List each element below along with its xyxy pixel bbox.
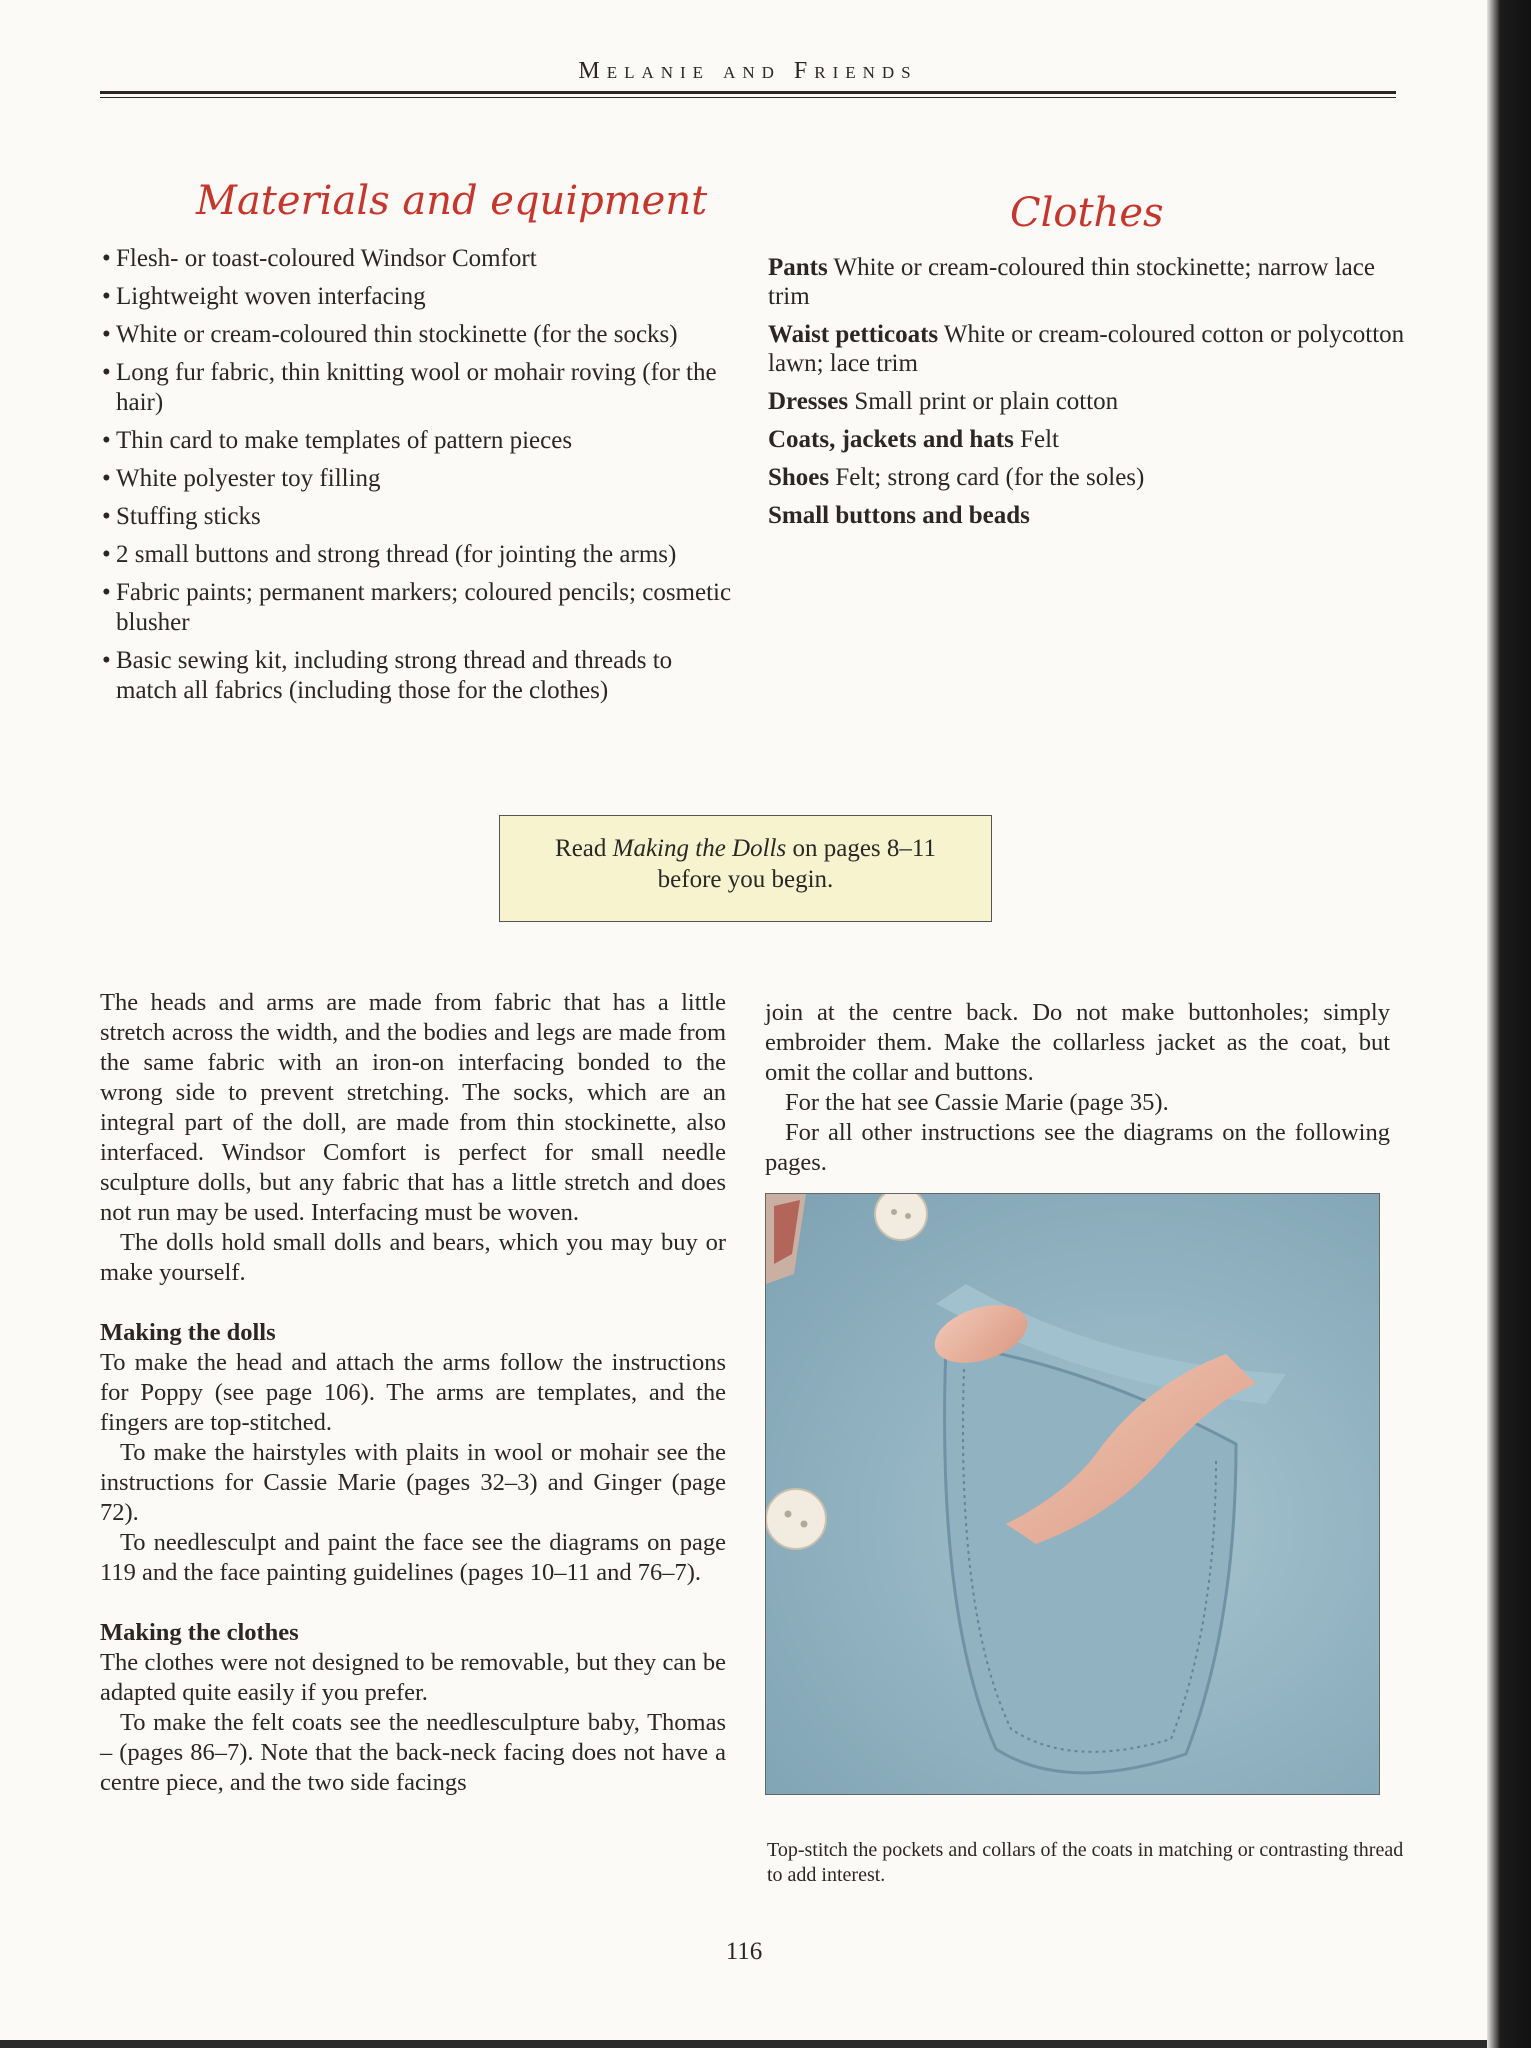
list-item: Shoes Felt; strong card (for the soles) xyxy=(768,464,1145,491)
body-column-left xyxy=(100,988,726,1798)
button-hole-icon xyxy=(891,1209,897,1215)
page-edge xyxy=(1487,0,1531,2048)
callout-line-2: before you begin. xyxy=(657,866,834,893)
list-item: Coats, jackets and hats Felt xyxy=(768,426,1060,453)
paragraph: For all other instructions see the diagrams on the following pages. xyxy=(765,1119,1390,1176)
list-item: • White polyester toy filling xyxy=(102,465,381,492)
bullet-icon: • xyxy=(102,465,111,492)
list-item: • 2 small buttons and strong thread (for jointing the arms) xyxy=(102,541,677,568)
list-item: Small buttons and beads xyxy=(768,502,1030,529)
bullet-icon: • xyxy=(102,579,111,606)
paragraph: The heads and arms are made from fabric that has a little stretch across the width, and the bodies and legs are made from the same fabric with an iron-on interfacing bonded to the wrong side to prevent stretching. The socks, which are an integral part of the doll, are made from thin stockinette, also interfaced. Windsor Comfort is perfect for small needle sculpture dolls, but any fabric that has a little stretch and does not run may be used. Interfacing must be woven. xyxy=(100,989,726,1226)
list-item: Waist petticoats White or cream-coloured cotton or polycotton lawn; lace trim xyxy=(768,321,1405,377)
list-item: • Thin card to make templates of pattern pieces xyxy=(102,427,573,454)
list-item: Dresses Small print or plain cotton xyxy=(768,388,1119,415)
header-rule-thin xyxy=(100,97,1396,98)
spacer xyxy=(100,1288,726,1318)
paragraph: To make the hairstyles with plaits in wool or mohair see the instructions for Cassie Marie (pages 32–3) and Ginger (page 72). xyxy=(100,1439,726,1526)
photo-caption: Top-stitch the pockets and collars of the coats in matching or contrasting thread to add interest. xyxy=(767,1839,1404,1886)
list-item: • White or cream-coloured thin stockinette (for the socks) xyxy=(102,321,678,348)
list-item: • Stuffing sticks xyxy=(102,503,261,530)
list-item: • Fabric paints; permanent markers; coloured pencils; cosmetic blusher xyxy=(102,579,732,636)
paragraph: To make the head and attach the arms follow the instructions for Poppy (see page 106). The arms are templates, and the fingers are top-stitched. xyxy=(100,1349,726,1436)
list-item: Pants White or cream-coloured thin stockinette; narrow lace trim xyxy=(768,254,1375,310)
paragraph: The clothes were not designed to be removable, but they can be adapted quite easily if you prefer. xyxy=(100,1649,726,1706)
paragraph: For the hat see Cassie Marie (page 35). xyxy=(785,1089,1169,1116)
bullet-icon: • xyxy=(102,541,111,568)
bullet-icon: • xyxy=(102,503,111,530)
bullet-icon: • xyxy=(102,427,111,454)
header-rule xyxy=(100,91,1396,94)
button-icon xyxy=(766,1489,826,1549)
paragraph: join at the centre back. Do not make buttonholes; simply embroider them. Make the collarless jacket as the coat, but omit the collar and buttons. xyxy=(765,999,1390,1086)
running-header: Melanie and Friends xyxy=(578,58,918,84)
body-column-right xyxy=(765,998,1390,1178)
list-item: • Long fur fabric, thin knitting wool or mohair roving (for the hair) xyxy=(102,359,717,416)
button-hole-icon xyxy=(801,1521,808,1528)
button-hole-icon xyxy=(785,1511,792,1518)
callout-box xyxy=(499,815,992,922)
bullet-icon: • xyxy=(102,283,111,310)
page-number: 116 xyxy=(725,1938,763,1965)
button-hole-icon xyxy=(905,1213,911,1219)
spacer xyxy=(100,1588,726,1618)
paragraph: To needlesculpt and paint the face see the diagrams on page 119 and the face painting guidelines (pages 10–11 and 76–7). xyxy=(100,1529,726,1586)
bullet-icon: • xyxy=(102,647,111,674)
bullet-icon: • xyxy=(102,321,111,348)
coat-pocket-photo xyxy=(765,1193,1380,1795)
list-item: • Lightweight woven interfacing xyxy=(102,283,426,310)
clothes-heading: Clothes xyxy=(1010,190,1164,236)
clothes-list xyxy=(768,253,1408,539)
bullet-icon: • xyxy=(102,359,111,386)
section-heading-clothes: Making the clothes xyxy=(100,1619,299,1646)
list-item: • Flesh- or toast-coloured Windsor Comfort xyxy=(102,245,537,272)
button-icon xyxy=(875,1194,927,1240)
bullet-icon: • xyxy=(102,245,111,272)
list-item: • Basic sewing kit, including strong thread and threads to match all fabrics (including those for the clothes) xyxy=(102,647,673,704)
paragraph: To make the felt coats see the needlesculpture baby, Thomas – (pages 86–7). Note that the back-neck facing does not have a centre piece, and the two side facings xyxy=(100,1709,726,1796)
materials-heading: Materials and equipment xyxy=(196,178,708,224)
materials-list xyxy=(102,244,732,714)
callout-line-1: Read Making the Dolls on pages 8–11 xyxy=(555,835,936,862)
section-heading-dolls: Making the dolls xyxy=(100,1319,276,1346)
paragraph: The dolls hold small dolls and bears, which you may buy or make yourself. xyxy=(100,1229,726,1286)
felt-coat-illustration xyxy=(766,1194,1378,1793)
